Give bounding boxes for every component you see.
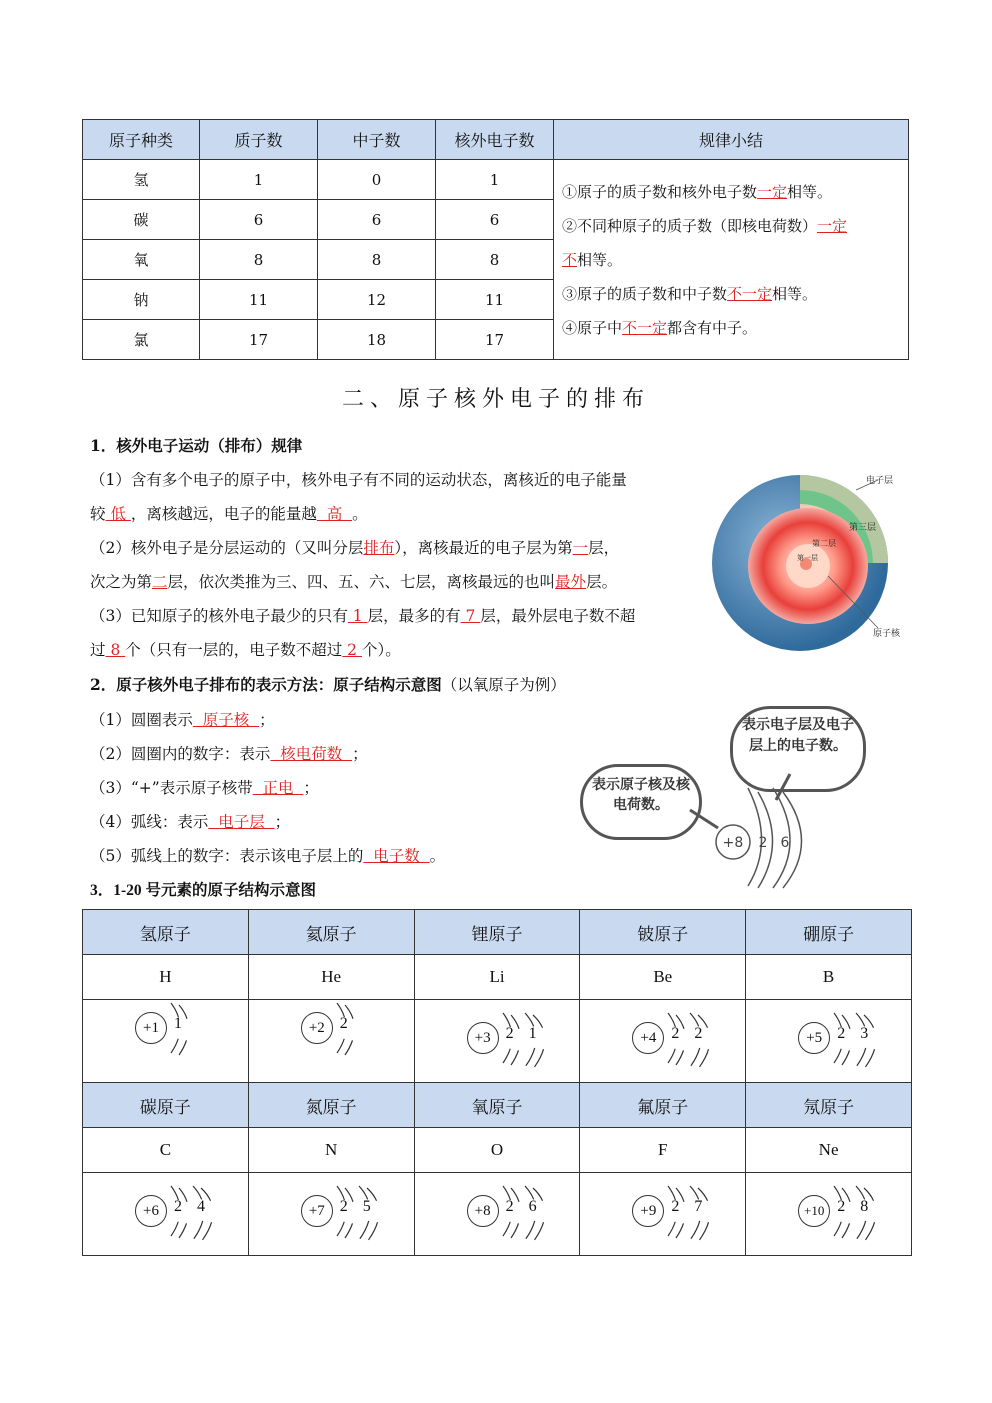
table-cell: 钠 — [83, 280, 200, 320]
header-cell: 原子种类 — [83, 120, 200, 160]
table-row — [83, 160, 909, 200]
s1-line — [90, 570, 617, 592]
atom-symbol-cell: N — [248, 1128, 414, 1173]
atom-structure-table — [82, 909, 912, 1256]
atom-symbol-cell: B — [746, 955, 912, 1000]
atom-name-cell: 氮原子 — [248, 1083, 414, 1128]
nucleus-circle: +1 — [135, 1012, 167, 1044]
table-cell: 氯 — [83, 320, 200, 360]
atom-name-cell: 氦原子 — [248, 910, 414, 955]
fill-answer: 低 — [105, 505, 131, 523]
atom-diagram-cell — [83, 1000, 249, 1083]
fill-answer: 一定 — [817, 216, 848, 235]
nucleus-circle: +7 — [301, 1195, 333, 1227]
shell-electron-count: 2 — [671, 1198, 680, 1215]
atom-diagram-cell — [83, 1173, 249, 1256]
table-cell: 1 — [436, 160, 554, 200]
diagram-row — [83, 1000, 912, 1083]
atom-name-cell: 锂原子 — [414, 910, 580, 955]
summary-text: ③原子的质子数和中子数 — [562, 284, 728, 303]
text: ； — [259, 711, 275, 729]
example-e1: 2 — [758, 835, 768, 851]
text: 。 — [429, 847, 446, 865]
text: ； — [274, 813, 291, 831]
header-cell: 质子数 — [200, 120, 318, 160]
s1-line — [90, 502, 368, 524]
text: （1）含有多个电子的原子中，核外电子有不同的运动状态，离核近的电子能量 — [90, 471, 627, 489]
shell-electron-count: 2 — [339, 1015, 348, 1032]
s1-line — [90, 604, 635, 626]
fill-answer: 二 — [152, 573, 168, 591]
section-title: 二、原子核外电子的排布 — [341, 387, 650, 412]
atom-name-cell: 碳原子 — [83, 1083, 249, 1128]
text: 较 — [90, 505, 106, 523]
summary-text: 相等。 — [772, 284, 818, 303]
atom-diagram-cell — [580, 1000, 746, 1083]
text: 次之为第 — [90, 573, 153, 591]
table-cell: 17 — [200, 320, 318, 360]
table-cell: 6 — [436, 200, 554, 240]
fill-answer: 正电 — [252, 779, 304, 797]
atom-symbol-cell: Li — [414, 955, 580, 1000]
text: ，离核越远，电子的能量越 — [130, 505, 317, 523]
table-cell: 氢 — [83, 160, 200, 200]
text: 过 — [90, 641, 106, 659]
text: （4）弧线：表示 — [90, 813, 209, 831]
diagram-row — [83, 1173, 912, 1256]
s2-heading: 2．原子核外电子排布的表示方法：原子结构示意图 — [90, 675, 442, 694]
atom-diagram-cell — [746, 1000, 912, 1083]
table-cell: 0 — [318, 160, 436, 200]
atom-name-cell: 氧原子 — [414, 1083, 580, 1128]
label-nucleus: 原子核 — [873, 629, 901, 639]
fill-answer: 电子数 — [363, 847, 430, 865]
names-row — [83, 1083, 912, 1128]
shell-electron-count: 2 — [174, 1198, 182, 1215]
header-cell: 中子数 — [318, 120, 436, 160]
shell-electron-count: 4 — [197, 1198, 205, 1215]
atom-symbol-cell: Be — [580, 955, 746, 1000]
fill-answer: 1 — [347, 607, 368, 625]
atom-symbol-cell: C — [83, 1128, 249, 1173]
atom-diagram — [628, 1011, 738, 1071]
fill-answer: 不 — [562, 250, 578, 269]
shell-electron-count: 2 — [339, 1198, 348, 1215]
table-header-row — [83, 120, 909, 160]
atom-diagram — [297, 1184, 407, 1244]
table-cell: 碳 — [83, 200, 200, 240]
fill-answer: 电子层 — [208, 813, 275, 831]
atom-diagram-cell — [746, 1173, 912, 1256]
table-cell: 8 — [200, 240, 318, 280]
atom-shell-illustration — [708, 468, 908, 658]
atom-name-cell: 氟原子 — [580, 1083, 746, 1128]
oxygen-diagram — [580, 700, 910, 890]
atom-diagram — [131, 1001, 241, 1061]
summary-text: ①原子的质子数和核外电子数 — [562, 182, 758, 201]
s1-line — [90, 468, 627, 490]
fill-answer: 高 — [316, 505, 353, 523]
shell-electron-count: 1 — [528, 1025, 537, 1042]
atom-diagram — [297, 1001, 407, 1061]
fill-answer: 7 — [460, 607, 481, 625]
atom-diagram — [794, 1011, 904, 1071]
text: ； — [352, 745, 368, 763]
shell-electron-count: 2 — [837, 1025, 846, 1042]
atom-diagram — [463, 1184, 573, 1244]
text: （1）圆圈表示 — [90, 711, 193, 729]
text: 。 — [352, 505, 368, 523]
fill-answer: 不一定 — [622, 318, 668, 337]
shell-electron-count: 5 — [362, 1198, 371, 1215]
atom-name-cell: 氖原子 — [746, 1083, 912, 1128]
s2-line — [90, 844, 445, 866]
names-row — [83, 910, 912, 955]
atom-symbol-cell: H — [83, 955, 249, 1000]
atom-diagram — [628, 1184, 738, 1244]
atom-diagram — [794, 1184, 904, 1244]
s1-heading: 1．核外电子运动（排布）规律 — [90, 436, 303, 455]
shell-electron-count: 6 — [528, 1198, 537, 1215]
example-e2: 6 — [780, 835, 790, 851]
table-cell: 11 — [200, 280, 318, 320]
s2-line — [90, 776, 319, 798]
text: 层。 — [586, 573, 618, 591]
nucleus-circle: +6 — [135, 1195, 167, 1227]
text: 个（只有一层的，电子数不超过 — [125, 641, 343, 659]
shell-electron-count: 2 — [694, 1025, 703, 1042]
label-first: 第一层 — [797, 554, 818, 562]
s1-line — [90, 536, 619, 558]
table-cell: 17 — [436, 320, 554, 360]
nucleus-circle: +4 — [632, 1022, 664, 1054]
atom-sphere-image — [708, 468, 908, 658]
example-nucleus: +8 — [722, 835, 744, 851]
symbols-row — [83, 955, 912, 1000]
shell-electron-count: 3 — [860, 1025, 869, 1042]
shell-electron-count: 2 — [837, 1198, 846, 1215]
header-cell: 规律小结 — [554, 120, 909, 160]
table-cell: 6 — [318, 200, 436, 240]
atom-symbol-cell: He — [248, 955, 414, 1000]
label-third: 第三层 — [849, 523, 877, 533]
fill-answer: 原子核 — [192, 711, 260, 729]
shell-electron-count: 8 — [860, 1198, 869, 1215]
summary-text: ②不同种原子的质子数（即核电荷数） — [562, 216, 818, 235]
shell-electron-count: 2 — [505, 1198, 514, 1215]
shell-electron-count: 2 — [505, 1025, 514, 1042]
text: ），离核最近的电子层为第 — [394, 539, 573, 557]
s2-heading-line — [90, 673, 566, 695]
atom-diagram-cell — [248, 1173, 414, 1256]
table-cell: 12 — [318, 280, 436, 320]
atom-diagram — [131, 1184, 241, 1244]
s1-line — [90, 638, 401, 660]
atom-composition-table — [82, 119, 909, 360]
atom-symbol-cell: F — [580, 1128, 746, 1173]
atom-symbol-cell: O — [414, 1128, 580, 1173]
table-cell: 8 — [318, 240, 436, 280]
table-cell: 氧 — [83, 240, 200, 280]
text: 个）。 — [361, 641, 401, 659]
atom-symbol-cell: Ne — [746, 1128, 912, 1173]
text: 层，最多的有 — [367, 607, 461, 625]
nucleus-circle: +3 — [467, 1022, 499, 1054]
fill-answer: 2 — [342, 641, 362, 659]
table-cell: 11 — [436, 280, 554, 320]
atom-diagram-cell — [248, 1000, 414, 1083]
atom-name-cell: 硼原子 — [746, 910, 912, 955]
atom-name-cell: 氢原子 — [83, 910, 249, 955]
table-cell: 8 — [436, 240, 554, 280]
summary-text: 相等。 — [787, 182, 833, 201]
text: ； — [303, 779, 319, 797]
table-cell: 18 — [318, 320, 436, 360]
summary-text: 相等。 — [577, 250, 623, 269]
symbols-row — [83, 1128, 912, 1173]
text: （2）核外电子是分层运动的（又叫分层 — [90, 539, 364, 557]
s2-line — [90, 742, 368, 764]
text: （2）圆圈内的数字：表示 — [90, 745, 271, 763]
shell-electron-count: 7 — [694, 1198, 703, 1215]
nucleus-circle: +2 — [301, 1012, 333, 1044]
atom-diagram — [463, 1011, 573, 1071]
text: 层，最外层电子数不超 — [480, 607, 636, 625]
summary-cell — [554, 160, 909, 360]
oxygen-example-illustration — [580, 700, 910, 890]
atom-diagram-cell — [414, 1000, 580, 1083]
bubble-nucleus-note: 表示原子核及核电荷数。 — [580, 764, 702, 840]
fill-answer: 一 — [572, 539, 589, 557]
atom-diagram-cell — [580, 1173, 746, 1256]
bubble-shell-note: 表示电子层及电子层上的电子数。 — [730, 706, 866, 792]
summary-text: ④原子中 — [562, 318, 623, 337]
nucleus-circle: +8 — [467, 1195, 499, 1227]
nucleus-circle: +9 — [632, 1195, 664, 1227]
s2-line — [90, 810, 290, 832]
fill-answer: 一定 — [757, 182, 788, 201]
s3-heading: 3．1-20 号元素的原子结构示意图 — [90, 882, 317, 899]
s2-line — [90, 708, 275, 730]
fill-answer: 排布 — [363, 539, 395, 557]
fill-answer: 8 — [105, 641, 126, 659]
label-shell: 电子层 — [866, 476, 894, 486]
label-second: 第二层 — [812, 539, 836, 548]
table-cell: 1 — [200, 160, 318, 200]
text: 层， — [588, 539, 620, 557]
shell-electron-count: 1 — [174, 1015, 182, 1032]
text: （3）已知原子的核外电子最少的只有 — [90, 607, 348, 625]
nucleus-circle: +10 — [798, 1195, 830, 1227]
shell-electron-count: 2 — [671, 1025, 680, 1042]
fill-answer: 核电荷数 — [270, 745, 353, 763]
text: 层，依次类推为三、四、五、六、七层，离核最远的也叫 — [167, 573, 556, 591]
nucleus-circle: +5 — [798, 1022, 830, 1054]
fill-answer: 不一定 — [727, 284, 773, 303]
fill-answer: 最外 — [555, 573, 587, 591]
text: （3）“+”表示原子核带 — [90, 779, 253, 797]
atom-structure-body — [83, 910, 912, 1256]
summary-text: 都含有中子。 — [667, 318, 758, 337]
header-cell: 核外电子数 — [436, 120, 554, 160]
atom-name-cell: 铍原子 — [580, 910, 746, 955]
atom-diagram-cell — [414, 1173, 580, 1256]
s2-heading-note: （以氧原子为例） — [441, 676, 566, 694]
text: （5）弧线上的数字：表示该电子层上的 — [90, 847, 364, 865]
table-cell: 6 — [200, 200, 318, 240]
